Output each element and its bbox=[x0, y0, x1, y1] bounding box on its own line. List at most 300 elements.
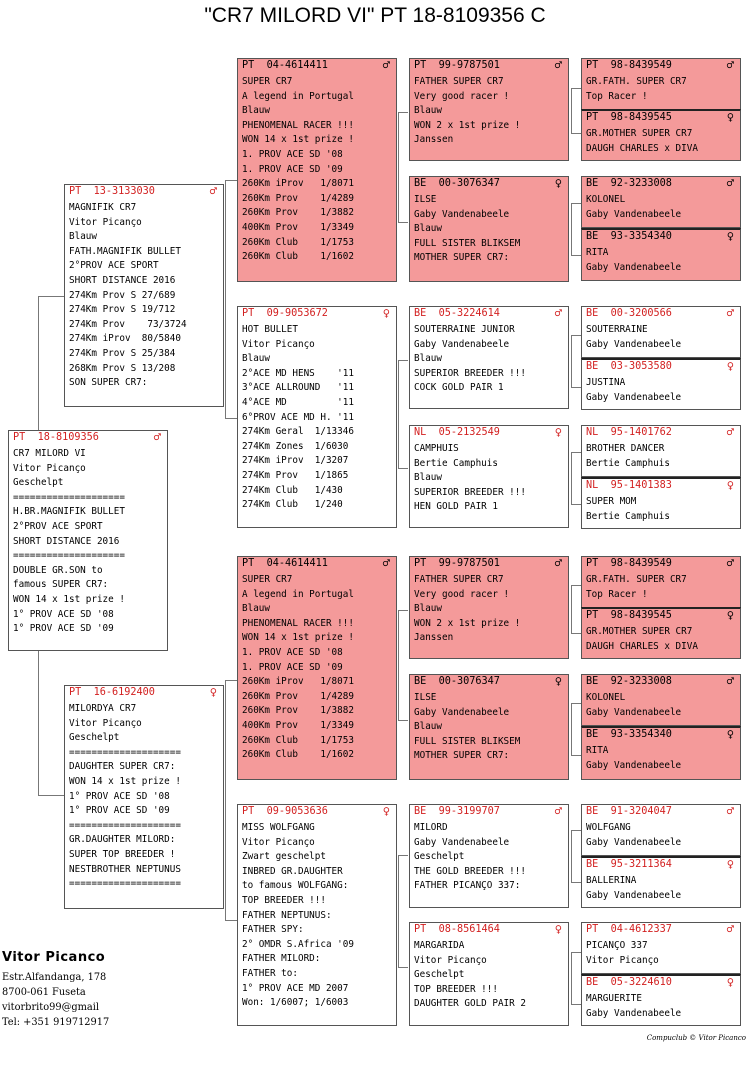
pedigree-card-dss bbox=[409, 556, 569, 659]
ring-number: PT 04-4614411 ♂ bbox=[242, 58, 390, 72]
ring-number: PT 16-6192400 ♀ bbox=[69, 685, 217, 699]
card-line: Top Racer ! bbox=[586, 588, 648, 600]
connector bbox=[571, 335, 572, 387]
card-line: Geschelpt bbox=[13, 477, 64, 489]
card-line: Gaby Vandenabeele bbox=[414, 836, 510, 848]
card-line: ==================== bbox=[69, 819, 181, 831]
card-line: 1° PROV ACE SD '09 bbox=[69, 805, 170, 817]
ring-number: PT 04-4612337 ♂ bbox=[586, 922, 734, 936]
card-line: SUPER CR7 bbox=[242, 76, 293, 87]
card-line: 3°ACE ALLROUND '11 bbox=[242, 382, 354, 394]
pedigree-card-ss bbox=[237, 58, 397, 282]
pedigree-card-sire bbox=[64, 184, 224, 407]
pedigree-card-g5 bbox=[581, 358, 741, 410]
connector bbox=[398, 468, 408, 469]
owner-name: Vitor Picanco bbox=[2, 950, 106, 965]
card-line: Bertie Camphuis bbox=[414, 457, 498, 469]
card-line: Blauw bbox=[414, 353, 442, 365]
ring-number: NL 05-2132549 ♀ bbox=[414, 425, 562, 439]
connector bbox=[571, 88, 581, 89]
card-line: Geschelpt bbox=[414, 851, 465, 863]
card-line: SUPER TOP BREEDER ! bbox=[69, 848, 176, 860]
owner-address: Estr.Alfandanga, 178 bbox=[2, 972, 107, 983]
connector bbox=[225, 180, 237, 181]
card-line: DOUBLE GR.SON to bbox=[13, 564, 103, 576]
card-line: RITA bbox=[586, 745, 609, 756]
pedigree-card-dam bbox=[64, 685, 224, 909]
card-line: MOTHER SUPER CR7: bbox=[414, 750, 510, 762]
sex-symbol-icon: ♀ bbox=[726, 359, 734, 373]
card-line: SOUTERRAINE bbox=[586, 324, 648, 335]
card-line: TOP BREEDER !!! bbox=[414, 983, 498, 995]
ring-number: BE 92-3233008 ♂ bbox=[586, 674, 734, 688]
card-line: Very good racer ! bbox=[414, 90, 510, 102]
pedigree-card-sdd bbox=[409, 425, 569, 528]
ring-number: PT 98-8439545 ♀ bbox=[586, 110, 734, 124]
connector bbox=[38, 795, 64, 796]
card-line: Zwart geschelpt bbox=[242, 851, 326, 863]
connector bbox=[398, 720, 408, 721]
sex-symbol-icon: ♂ bbox=[153, 430, 161, 444]
card-line: DAUGHTER SUPER CR7: bbox=[69, 761, 176, 773]
card-line: Geschelpt bbox=[414, 969, 465, 981]
sex-symbol-icon: ♀ bbox=[554, 425, 562, 439]
card-line: HOT BULLET bbox=[242, 324, 298, 335]
card-line: FATHER PICANÇO 337: bbox=[414, 880, 521, 892]
connector bbox=[571, 703, 572, 755]
card-line: Gaby Vandenabeele bbox=[414, 208, 510, 220]
card-line: 400Km Prov 1/3349 bbox=[242, 719, 354, 731]
card-line: COCK GOLD PAIR 1 bbox=[414, 382, 504, 394]
sex-symbol-icon: ♀ bbox=[554, 922, 562, 936]
connector bbox=[571, 203, 572, 255]
card-line: 1° PROV ACE SD '09 bbox=[13, 623, 114, 635]
card-line: WON 14 x 1st prize ! bbox=[69, 775, 181, 787]
sex-symbol-icon: ♀ bbox=[554, 674, 562, 688]
software-credit: Compuclub © Vitor Picanco bbox=[646, 1034, 746, 1042]
card-line: to famous WOLFGANG: bbox=[242, 880, 349, 892]
connector bbox=[571, 830, 581, 831]
connector bbox=[398, 112, 399, 222]
card-line: Vitor Picanço bbox=[414, 954, 487, 966]
connector bbox=[571, 335, 581, 336]
card-line: Blauw bbox=[414, 223, 442, 235]
card-line: 2° OMDR S.Africa '09 bbox=[242, 938, 354, 950]
card-line: GR.MOTHER SUPER CR7 bbox=[586, 128, 693, 139]
ring-number: BE 00-3076347 ♀ bbox=[414, 674, 562, 688]
connector bbox=[225, 920, 237, 921]
ring-number: PT 08-8561464 ♀ bbox=[414, 922, 562, 936]
connector bbox=[398, 610, 399, 720]
owner-email: vitorbrito99@gmail bbox=[2, 1002, 100, 1013]
sex-symbol-icon: ♀ bbox=[209, 685, 217, 699]
card-line: Gaby Vandenabeele bbox=[586, 391, 682, 403]
card-line: H.BR.MAGNIFIK BULLET bbox=[13, 506, 125, 518]
card-line: FATH.MAGNIFIK BULLET bbox=[69, 245, 181, 257]
sex-symbol-icon: ♂ bbox=[554, 306, 562, 320]
connector bbox=[398, 112, 408, 113]
connector bbox=[398, 360, 399, 468]
ring-number: NL 95-1401762 ♂ bbox=[586, 425, 734, 439]
card-line: Gaby Vandenabeele bbox=[586, 208, 682, 220]
connector bbox=[398, 360, 408, 361]
owner-phone: Tel: +351 919712917 bbox=[2, 1017, 110, 1028]
card-line: 1° PROV ACE SD '08 bbox=[69, 790, 170, 802]
card-line: 274Km Club 1/240 bbox=[242, 499, 343, 511]
ring-number: BE 00-3200566 ♂ bbox=[586, 306, 734, 320]
card-line: BROTHER DANCER bbox=[586, 443, 665, 454]
connector bbox=[571, 255, 581, 256]
sex-symbol-icon: ♂ bbox=[726, 922, 734, 936]
card-line: NESTBROTHER NEPTUNUS bbox=[69, 863, 181, 875]
card-line: 260Km iProv 1/8071 bbox=[242, 178, 354, 190]
ring-number: PT 98-8439549 ♂ bbox=[586, 58, 734, 72]
card-line: FATHER MILORD: bbox=[242, 953, 321, 965]
ring-number: NL 95-1401383 ♀ bbox=[586, 478, 734, 492]
ring-number: BE 03-3053580 ♀ bbox=[586, 359, 734, 373]
card-line: Vitor Picanço bbox=[69, 717, 142, 729]
pedigree-card-dsd bbox=[409, 674, 569, 780]
sex-symbol-icon: ♀ bbox=[554, 176, 562, 190]
sex-symbol-icon: ♂ bbox=[726, 176, 734, 190]
card-line: Blauw bbox=[414, 105, 442, 117]
card-line: 274Km Prov S 27/689 bbox=[69, 289, 176, 301]
card-line: 1. PROV ACE SD '09 bbox=[242, 661, 343, 673]
card-line: 1. PROV ACE SD '09 bbox=[242, 163, 343, 175]
connector bbox=[571, 504, 581, 505]
ring-number: BE 93-3354340 ♀ bbox=[586, 727, 734, 741]
pedigree-card-g5 bbox=[581, 425, 741, 477]
connector bbox=[398, 222, 408, 223]
card-line: BALLERINA bbox=[586, 875, 637, 886]
pedigree-card-g5 bbox=[581, 726, 741, 780]
card-line: WON 2 x 1st prize ! bbox=[414, 617, 521, 629]
ring-number: PT 99-9787501 ♂ bbox=[414, 556, 562, 570]
connector bbox=[571, 88, 572, 133]
ring-number: PT 09-9053636 ♀ bbox=[242, 804, 390, 818]
card-line: Janssen bbox=[414, 134, 454, 146]
ring-number: PT 18-8109356 ♂ bbox=[13, 430, 161, 444]
card-line: FATHER SUPER CR7 bbox=[414, 76, 504, 87]
sex-symbol-icon: ♂ bbox=[209, 184, 217, 198]
card-line: Gaby Vandenabeele bbox=[586, 706, 682, 718]
card-line: Vitor Picanço bbox=[69, 216, 142, 228]
connector bbox=[571, 452, 572, 504]
card-line: A legend in Portugal bbox=[242, 90, 354, 102]
card-line: 274Km Zones 1/6030 bbox=[242, 440, 349, 452]
pedigree-card-g5 bbox=[581, 974, 741, 1026]
card-line: SOUTERRAINE JUNIOR bbox=[414, 324, 515, 335]
card-line: WON 14 x 1st prize ! bbox=[242, 134, 354, 146]
card-line: 274Km Prov S 19/712 bbox=[69, 304, 176, 316]
card-line: ==================== bbox=[13, 491, 125, 503]
card-line: Blauw bbox=[414, 721, 442, 733]
connector bbox=[571, 387, 581, 388]
sex-symbol-icon: ♀ bbox=[382, 804, 390, 818]
sex-symbol-icon: ♂ bbox=[554, 58, 562, 72]
card-line: Bertie Camphuis bbox=[586, 510, 670, 522]
card-line: DAUGH CHARLES x DIVA bbox=[586, 142, 698, 154]
pedigree-card-g5 bbox=[581, 922, 741, 974]
card-line: WOLFGANG bbox=[586, 822, 631, 833]
connector bbox=[571, 633, 581, 634]
pedigree-card-ssd bbox=[409, 176, 569, 282]
card-line: MARGARIDA bbox=[414, 940, 465, 951]
card-line: 2°ACE MD HENS '11 bbox=[242, 367, 354, 379]
card-line: GR.DAUGHTER MILORD: bbox=[69, 834, 176, 846]
sex-symbol-icon: ♀ bbox=[726, 608, 734, 622]
connector bbox=[571, 133, 581, 134]
sex-symbol-icon: ♀ bbox=[726, 857, 734, 871]
connector bbox=[398, 610, 408, 611]
card-line: CAMPHUIS bbox=[414, 443, 459, 454]
ring-number: PT 98-8439549 ♂ bbox=[586, 556, 734, 570]
sex-symbol-icon: ♀ bbox=[726, 975, 734, 989]
card-line: 1° PROV ACE SD '08 bbox=[13, 608, 114, 620]
pedigree-card-g5 bbox=[581, 477, 741, 529]
card-line: GR.FATH. SUPER CR7 bbox=[586, 76, 687, 87]
card-line: ILSE bbox=[414, 194, 437, 205]
card-line: ==================== bbox=[69, 746, 181, 758]
connector bbox=[38, 296, 64, 297]
connector bbox=[571, 1004, 581, 1005]
sex-symbol-icon: ♂ bbox=[726, 306, 734, 320]
sex-symbol-icon: ♀ bbox=[382, 306, 390, 320]
card-line: Gaby Vandenabeele bbox=[586, 261, 682, 273]
card-line: RITA bbox=[586, 247, 609, 258]
pedigree-card-g5 bbox=[581, 58, 741, 110]
connector bbox=[398, 855, 399, 967]
sex-symbol-icon: ♂ bbox=[726, 425, 734, 439]
card-line: WON 14 x 1st prize ! bbox=[13, 593, 125, 605]
card-line: GR.FATH. SUPER CR7 bbox=[586, 574, 687, 585]
pedigree-card-g5 bbox=[581, 109, 741, 161]
card-line: DAUGHTER GOLD PAIR 2 bbox=[414, 998, 526, 1010]
card-line: Vitor Picanço bbox=[242, 836, 315, 848]
sex-symbol-icon: ♀ bbox=[726, 727, 734, 741]
sex-symbol-icon: ♂ bbox=[726, 674, 734, 688]
pedigree-card-subject bbox=[8, 430, 168, 651]
pedigree-card-g5 bbox=[581, 804, 741, 856]
card-line: 260Km Club 1/1753 bbox=[242, 236, 354, 248]
card-line: Won: 1/6007; 1/6003 bbox=[242, 997, 349, 1009]
connector bbox=[571, 755, 581, 756]
ring-number: PT 09-9053672 ♀ bbox=[242, 306, 390, 320]
card-line: FULL SISTER BLIKSEM bbox=[414, 237, 521, 249]
card-line: TOP BREEDER !!! bbox=[242, 894, 326, 906]
card-line: Gaby Vandenabeele bbox=[586, 1007, 682, 1019]
pedigree-card-ddd bbox=[409, 922, 569, 1026]
card-line: 268Km Prov S 13/208 bbox=[69, 362, 176, 374]
card-line: 274Km iProv 1/3207 bbox=[242, 455, 349, 467]
card-line: A legend in Portugal bbox=[242, 588, 354, 600]
connector bbox=[571, 882, 581, 883]
ring-number: BE 99-3199707 ♂ bbox=[414, 804, 562, 818]
connector bbox=[571, 585, 581, 586]
card-line: MARGUERITE bbox=[586, 993, 642, 1004]
ring-number: BE 93-3354340 ♀ bbox=[586, 229, 734, 243]
card-line: SUPERIOR BREEDER !!! bbox=[414, 486, 526, 498]
card-line: KOLONEL bbox=[586, 692, 626, 703]
card-line: Vitor Picanço bbox=[586, 954, 659, 966]
pedigree-card-ds bbox=[237, 556, 397, 780]
card-line: Blauw bbox=[242, 353, 270, 365]
card-line: PICANÇO 337 bbox=[586, 940, 648, 951]
card-line: MILORDYA CR7 bbox=[69, 703, 137, 714]
card-line: 260Km Prov 1/4289 bbox=[242, 192, 354, 204]
card-line: Gaby Vandenabeele bbox=[414, 338, 510, 350]
ring-number: PT 98-8439545 ♀ bbox=[586, 608, 734, 622]
card-line: SHORT DISTANCE 2016 bbox=[13, 535, 120, 547]
sex-symbol-icon: ♀ bbox=[726, 110, 734, 124]
card-line: 1. PROV ACE SD '08 bbox=[242, 148, 343, 160]
card-line: 260Km iProv 1/8071 bbox=[242, 676, 354, 688]
card-line: Blauw bbox=[414, 603, 442, 615]
card-line: DAUGH CHARLES x DIVA bbox=[586, 640, 698, 652]
sex-symbol-icon: ♂ bbox=[726, 804, 734, 818]
card-line: SUPER CR7 bbox=[242, 574, 293, 585]
connector bbox=[225, 680, 226, 920]
connector bbox=[571, 203, 581, 204]
sex-symbol-icon: ♂ bbox=[726, 58, 734, 72]
card-line: Janssen bbox=[414, 632, 454, 644]
card-line: SHORT DISTANCE 2016 bbox=[69, 274, 176, 286]
pedigree-card-g5 bbox=[581, 176, 741, 228]
card-line: 260Km Club 1/1602 bbox=[242, 251, 354, 263]
card-line: HEN GOLD PAIR 1 bbox=[414, 501, 498, 513]
card-line: Gaby Vandenabeele bbox=[586, 836, 682, 848]
card-line: CR7 MILORD VI bbox=[13, 448, 86, 459]
card-line: 1. PROV ACE SD '08 bbox=[242, 646, 343, 658]
owner-contact bbox=[2, 950, 109, 1030]
sex-symbol-icon: ♀ bbox=[726, 478, 734, 492]
card-line: FULL SISTER BLIKSEM bbox=[414, 735, 521, 747]
card-line: 400Km Prov 1/3349 bbox=[242, 221, 354, 233]
pedigree-card-sd bbox=[237, 306, 397, 528]
card-line: 4°ACE MD '11 bbox=[242, 396, 354, 408]
card-line: Blauw bbox=[69, 231, 97, 243]
pedigree-card-dd bbox=[237, 804, 397, 1026]
connector bbox=[38, 296, 39, 430]
sex-symbol-icon: ♀ bbox=[726, 229, 734, 243]
card-line: FATHER NEPTUNUS: bbox=[242, 909, 332, 921]
card-line: Geschelpt bbox=[69, 732, 120, 744]
connector bbox=[571, 585, 572, 633]
card-line: Very good racer ! bbox=[414, 588, 510, 600]
sex-symbol-icon: ♂ bbox=[726, 556, 734, 570]
card-line: SON SUPER CR7: bbox=[69, 377, 148, 389]
pedigree-card-sds bbox=[409, 306, 569, 409]
card-line: MILORD bbox=[414, 822, 448, 833]
card-line: 260Km Prov 1/3882 bbox=[242, 705, 354, 717]
card-line: MOTHER SUPER CR7: bbox=[414, 252, 510, 264]
card-line: Gaby Vandenabeele bbox=[586, 759, 682, 771]
connector bbox=[571, 952, 572, 1004]
ring-number: BE 91-3204047 ♂ bbox=[586, 804, 734, 818]
card-line: 2°PROV ACE SPORT bbox=[69, 260, 159, 272]
card-line: Blauw bbox=[414, 472, 442, 484]
card-line: FATHER SPY: bbox=[242, 924, 304, 936]
card-line: INBRED GR.DAUGHTER bbox=[242, 865, 343, 877]
card-line: MAGNIFIK CR7 bbox=[69, 202, 137, 213]
card-line: 260Km Prov 1/4289 bbox=[242, 690, 354, 702]
connector bbox=[571, 452, 581, 453]
connector bbox=[398, 967, 408, 968]
pedigree-card-sss bbox=[409, 58, 569, 161]
card-line: THE GOLD BREEDER !!! bbox=[414, 865, 526, 877]
ring-number: BE 95-3211364 ♀ bbox=[586, 857, 734, 871]
card-line: 274Km Prov S 25/384 bbox=[69, 347, 176, 359]
card-line: Gaby Vandenabeele bbox=[586, 889, 682, 901]
card-line: PHENOMENAL RACER !!! bbox=[242, 617, 354, 629]
card-line: SUPER MOM bbox=[586, 496, 637, 507]
sex-symbol-icon: ♂ bbox=[554, 804, 562, 818]
card-line: 260Km Club 1/1753 bbox=[242, 734, 354, 746]
card-line: SUPERIOR BREEDER !!! bbox=[414, 367, 526, 379]
ring-number: BE 00-3076347 ♀ bbox=[414, 176, 562, 190]
pedigree-card-g5 bbox=[581, 607, 741, 659]
connector bbox=[225, 680, 237, 681]
card-line: WON 2 x 1st prize ! bbox=[414, 119, 521, 131]
card-line: Bertie Camphuis bbox=[586, 457, 670, 469]
connector bbox=[571, 830, 572, 882]
connector bbox=[571, 703, 581, 704]
card-line: Vitor Picanço bbox=[13, 462, 86, 474]
card-line: Vitor Picanço bbox=[242, 338, 315, 350]
card-line: FATHER to: bbox=[242, 967, 298, 979]
card-line: 6°PROV ACE MD H. '11 bbox=[242, 411, 354, 423]
card-line: ==================== bbox=[13, 550, 125, 562]
card-line: 2°PROV ACE SPORT bbox=[13, 520, 103, 532]
card-line: 260Km Prov 1/3882 bbox=[242, 207, 354, 219]
connector bbox=[225, 180, 226, 418]
card-line: PHENOMENAL RACER !!! bbox=[242, 119, 354, 131]
card-line: 274Km iProv 80/5840 bbox=[69, 333, 181, 345]
card-line: 274Km Prov 73/3724 bbox=[69, 318, 187, 330]
card-line: 274Km Prov 1/1865 bbox=[242, 469, 349, 481]
card-line: 274Km Club 1/430 bbox=[242, 484, 343, 496]
card-line: 274Km Geral 1/13346 bbox=[242, 426, 354, 438]
owner-postcode: 8700-061 Fuseta bbox=[2, 987, 86, 998]
card-line: 260Km Club 1/1602 bbox=[242, 749, 354, 761]
ring-number: BE 05-3224610 ♀ bbox=[586, 975, 734, 989]
ring-number: BE 05-3224614 ♂ bbox=[414, 306, 562, 320]
sex-symbol-icon: ♂ bbox=[382, 58, 390, 72]
card-line: FATHER SUPER CR7 bbox=[414, 574, 504, 585]
card-line: KOLONEL bbox=[586, 194, 626, 205]
pedigree-card-dds bbox=[409, 804, 569, 908]
card-line: ILSE bbox=[414, 692, 437, 703]
pedigree-card-g5 bbox=[581, 228, 741, 281]
connector bbox=[398, 855, 408, 856]
pedigree-card-g5 bbox=[581, 556, 741, 608]
card-line: WON 14 x 1st prize ! bbox=[242, 632, 354, 644]
card-line: Top Racer ! bbox=[586, 90, 648, 102]
card-line: JUSTINA bbox=[586, 377, 626, 388]
ring-number: PT 04-4614411 ♂ bbox=[242, 556, 390, 570]
sex-symbol-icon: ♂ bbox=[382, 556, 390, 570]
card-line: ==================== bbox=[69, 878, 181, 890]
ring-number: PT 99-9787501 ♂ bbox=[414, 58, 562, 72]
card-line: famous SUPER CR7: bbox=[13, 579, 109, 591]
card-line: MISS WOLFGANG bbox=[242, 822, 315, 833]
pedigree-card-g5 bbox=[581, 306, 741, 358]
card-line: 1° PROV ACE MD 2007 bbox=[242, 982, 349, 994]
card-line: Blauw bbox=[242, 105, 270, 117]
pedigree-title: "CR7 MILORD VI" PT 18-8109356 C bbox=[204, 4, 546, 27]
connector bbox=[225, 418, 237, 419]
card-line: GR.MOTHER SUPER CR7 bbox=[586, 626, 693, 637]
